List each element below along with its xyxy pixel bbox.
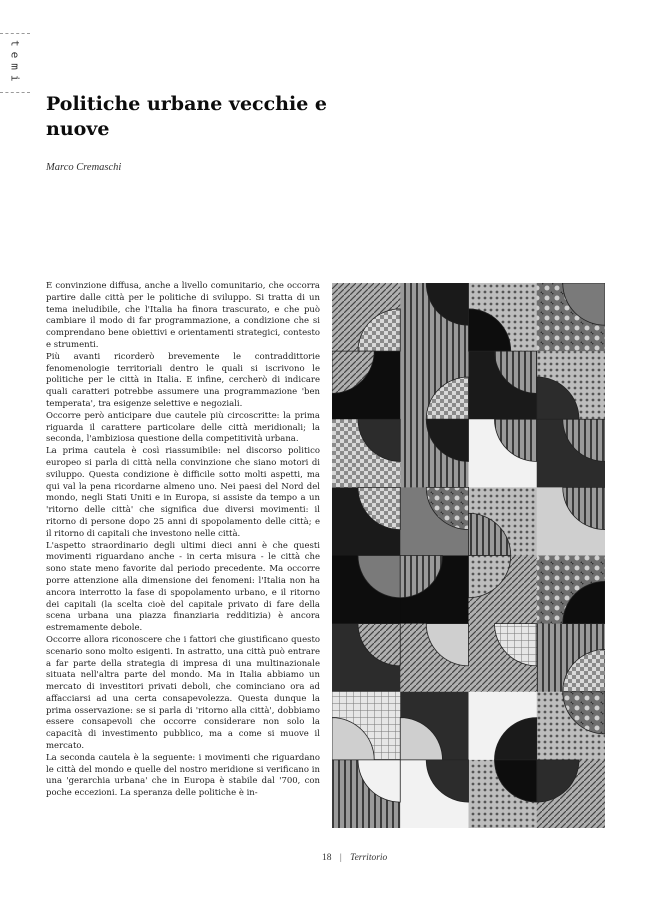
section-tab — [0, 33, 30, 93]
quilt-pattern-svg — [332, 283, 605, 828]
author-name: Marco Cremaschi — [46, 162, 122, 173]
quilt-pattern-image — [332, 283, 605, 828]
body-paragraph: La prima cautela è così riassumibile: nel discorso politico europeo si parla di città nella convinzione che siano motori di sviluppo. Questa condizione è difficile sotto molti aspetti, ma qui val la pena ricordarne almeno uno. Nei paesi del Nord del mondo, negli Stati Uniti e in Europa, si assiste da tempo a un 'ritorno delle città' che significa due diversi movimenti: il ritorno di persone dopo 25 anni di spopolamento delle città; e il ritorno di capitali che investono nelle città. — [46, 446, 320, 539]
section-tab-label: temi — [8, 39, 22, 87]
body-paragraph: È convinzione diffusa, anche a livello comunitario, che occorra partire dalle città per le politiche di sviluppo. Si tratta di un tema ineludibile, che l'Italia ha finora trascurato, e che può cambiare il modo di far programmazione, a condizione che si comprendano bene obiettivi e orientamenti strategici, contesto e strumenti. — [46, 281, 320, 350]
article-body — [46, 281, 320, 837]
body-paragraph: La seconda cautela è la seguente: i movimenti che riguardano le città del mondo e quelle del nostro meridione si verificano in una 'gerarchia urbana' che in Europa è stabile dal '700, con poche eccezioni. La speranza delle politiche è in- — [46, 752, 320, 799]
page-footer — [322, 853, 387, 863]
body-paragraph: Più avanti ricorderò brevemente le contraddittorie fenomenologie territoriali dentro le quali si iscrivono le politiche per le città in Italia. E infine, cercherò di indicare quali caratteri potrebbe assumere una programmazione 'ben temperata', tra esigenze selettive e negoziali. — [46, 351, 320, 409]
body-paragraph: Occorre allora riconoscere che i fattori che giustificano questo scenario sono molto esigenti. In astratto, una città può entrare a far parte della strategia di impresa di una multinazionale situata nell'altra parte del mondo. Ma in Italia abbiamo un mercato di investitori privati deboli, che cominciano ora ad affacciarsi ad una certa consapevolezza. Questa dunque la prima osservazione: se si parla di 'ritorno alla città', dobbiamo essere consapevoli che occorre considerare non solo la capacità di investimento pubblico, ma a come si muove il mercato. — [46, 634, 320, 752]
article-title: Politiche urbane vecchie e nuove — [46, 93, 327, 140]
footer-separator: | — [339, 853, 342, 863]
body-paragraph: Occorre però anticipare due cautele più circoscritte: la prima riguarda il carattere particolare delle città meridionali; la seconda, l'ambiziosa questione della competitività urbana. — [46, 410, 320, 445]
page-number: 18 — [322, 853, 332, 863]
body-paragraph: L'aspetto straordinario degli ultimi dieci anni è che questi movimenti riguardano anche - in certa misura - le città che sono state meno favorite dal periodo precedente. Ma occorre porre attenzione alla dimensione dei fenomeni: l'Italia non ha ancora interrotto la fase di spopolamento urbano, e il ritorno dei capitali (la scelta cioè del capitale privato di fare della scena urbana una piazza finanziaria redditizia) è ancora estremamente debole. — [46, 540, 320, 634]
journal-name: Territorio — [350, 853, 388, 863]
